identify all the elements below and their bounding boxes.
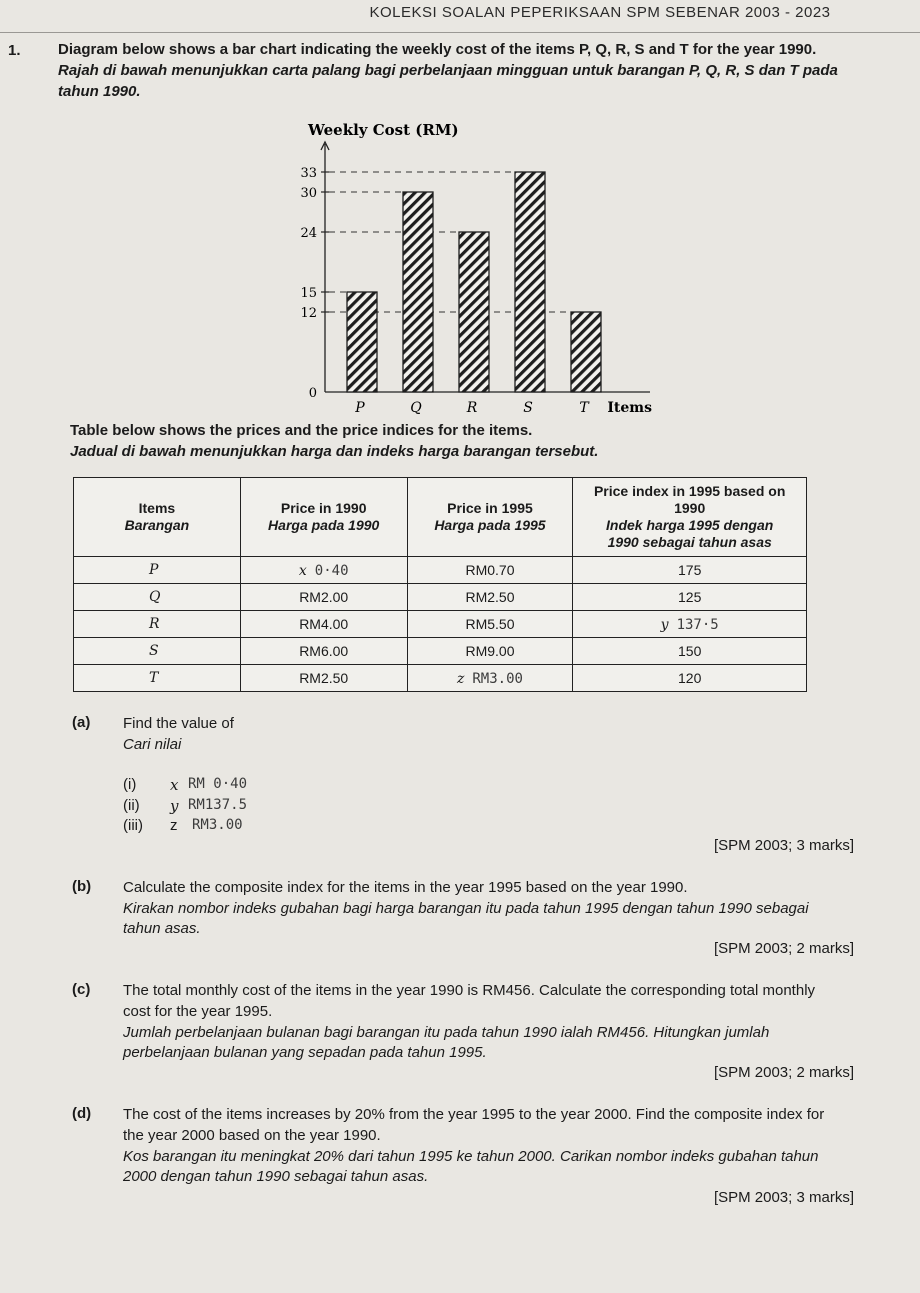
x-tick-label: Q: [410, 400, 422, 416]
y-tick-label: 33: [300, 166, 317, 181]
part-a-iii-var: z: [170, 817, 178, 834]
part-c-english-line2: cost for the year 1995.: [123, 1003, 273, 1020]
y-tick-label: 30: [300, 186, 317, 201]
part-c-malay-line1: Jumlah perbelanjaan bulanan bagi barangan itu pada tahun 1990 ialah RM456. Hitungkan jumlah: [123, 1024, 770, 1041]
part-a-ii-label: (ii): [123, 797, 140, 814]
table-intro-malay: Jadual di bawah menunjukkan harga dan indeks harga barangan tersebut.: [70, 443, 599, 460]
table-row: T RM2.50 z RM3.00 120: [74, 665, 807, 692]
part-d-label: (d): [72, 1105, 92, 1122]
part-c-marks: [SPM 2003; 2 marks]: [713, 1064, 854, 1081]
question-number: 1.: [8, 42, 21, 59]
part-a-english: Find the value of: [123, 715, 234, 732]
table-row: P x 0·40 RM0.70 175: [74, 557, 807, 584]
part-a-iii-label: (iii): [123, 817, 143, 834]
bar-Q: [403, 192, 433, 392]
header-items: Items Barangan: [74, 478, 241, 557]
header-price-index: Price index in 1995 based on 1990 Indek harga 1995 dengan 1990 sebagai tahun asas: [573, 478, 807, 557]
header-price-1995: Price in 1995 Harga pada 1995: [407, 478, 573, 557]
y-tick-label: 12: [300, 306, 317, 321]
part-a-marks: [SPM 2003; 3 marks]: [713, 837, 854, 854]
part-b-english: Calculate the composite index for the items in the year 1995 based on the year 1990.: [123, 879, 688, 896]
header-price-1990: Price in 1990 Harga pada 1990: [240, 478, 407, 557]
weekly-cost-bar-chart: [230, 118, 670, 418]
part-a-i-var: x: [170, 776, 179, 794]
y-tick-label: 15: [300, 286, 317, 301]
part-d-english-line2: the year 2000 based on the year 1990.: [123, 1127, 381, 1144]
header-divider: [0, 32, 920, 33]
x-tick-label: P: [355, 400, 365, 416]
part-d-malay-line2: 2000 dengan tahun 1990 sebagai tahun asas.: [123, 1168, 429, 1185]
part-d-malay-line1: Kos barangan itu meningkat 20% dari tahun 1995 ke tahun 2000. Carikan nombor indeks gubahan tahun: [123, 1148, 819, 1165]
x-tick-label: R: [466, 400, 478, 416]
part-a-ii-note: RM137.5: [188, 797, 248, 813]
x-tick-label: T: [579, 400, 589, 416]
part-b-malay-line2: tahun asas.: [123, 920, 201, 937]
table-row: S RM6.00 RM9.00 150: [74, 638, 807, 665]
x-axis-label: Items: [607, 400, 652, 416]
part-a-label: (a): [72, 714, 91, 731]
part-b-malay-line1: Kirakan nombor indeks gubahan bagi harga barangan itu pada tahun 1995 dengan tahun 1990 sebagai: [123, 900, 809, 917]
page-header: KOLEKSI SOALAN PEPERIKSAAN SPM SEBENAR 2003 - 2023: [369, 4, 831, 21]
part-c-malay-line2: perbelanjaan bulanan yang sepadan pada tahun 1995.: [123, 1044, 487, 1061]
part-d-english-line1: The cost of the items increases by 20% from the year 1995 to the year 2000. Find the composite index for: [123, 1106, 825, 1123]
part-a-ii-var: y: [170, 797, 179, 815]
intro-malay-line1: Rajah di bawah menunjukkan carta palang bagi perbelanjaan mingguan untuk barangan P, Q, R, S dan T pada: [58, 62, 838, 79]
bar-T: [571, 312, 601, 392]
table-row: Q RM2.00 RM2.50 125: [74, 584, 807, 611]
part-c-label: (c): [72, 981, 91, 998]
chart-title: Weekly Cost (RM): [308, 121, 459, 139]
part-b-marks: [SPM 2003; 2 marks]: [713, 940, 854, 957]
table-header-row: [74, 478, 807, 557]
y-tick-label: 24: [300, 226, 317, 241]
part-a-malay: Cari nilai: [123, 736, 182, 753]
price-index-table: [73, 477, 807, 692]
part-c-english-line1: The total monthly cost of the items in the year 1990 is RM456. Calculate the corresponding total monthly: [123, 982, 816, 999]
x-tick-label: S: [523, 400, 533, 416]
intro-english: Diagram below shows a bar chart indicating the weekly cost of the items P, Q, R, S and T for the year 1990.: [58, 41, 817, 58]
part-d-marks: [SPM 2003; 3 marks]: [713, 1189, 854, 1206]
part-a-i-label: (i): [123, 776, 137, 793]
table-intro-english: Table below shows the prices and the price indices for the items.: [70, 422, 533, 439]
part-b-label: (b): [72, 878, 92, 895]
bar-R: [459, 232, 489, 392]
y-tick-label: 0: [308, 386, 317, 401]
part-a-iii-note: RM3.00: [192, 817, 243, 833]
part-a-i-note: RM 0·40: [188, 776, 248, 792]
bar-S: [515, 172, 545, 392]
table-row: R RM4.00 RM5.50 y 137·5: [74, 611, 807, 638]
intro-malay-line2: tahun 1990.: [58, 83, 141, 100]
bar-P: [347, 292, 377, 392]
